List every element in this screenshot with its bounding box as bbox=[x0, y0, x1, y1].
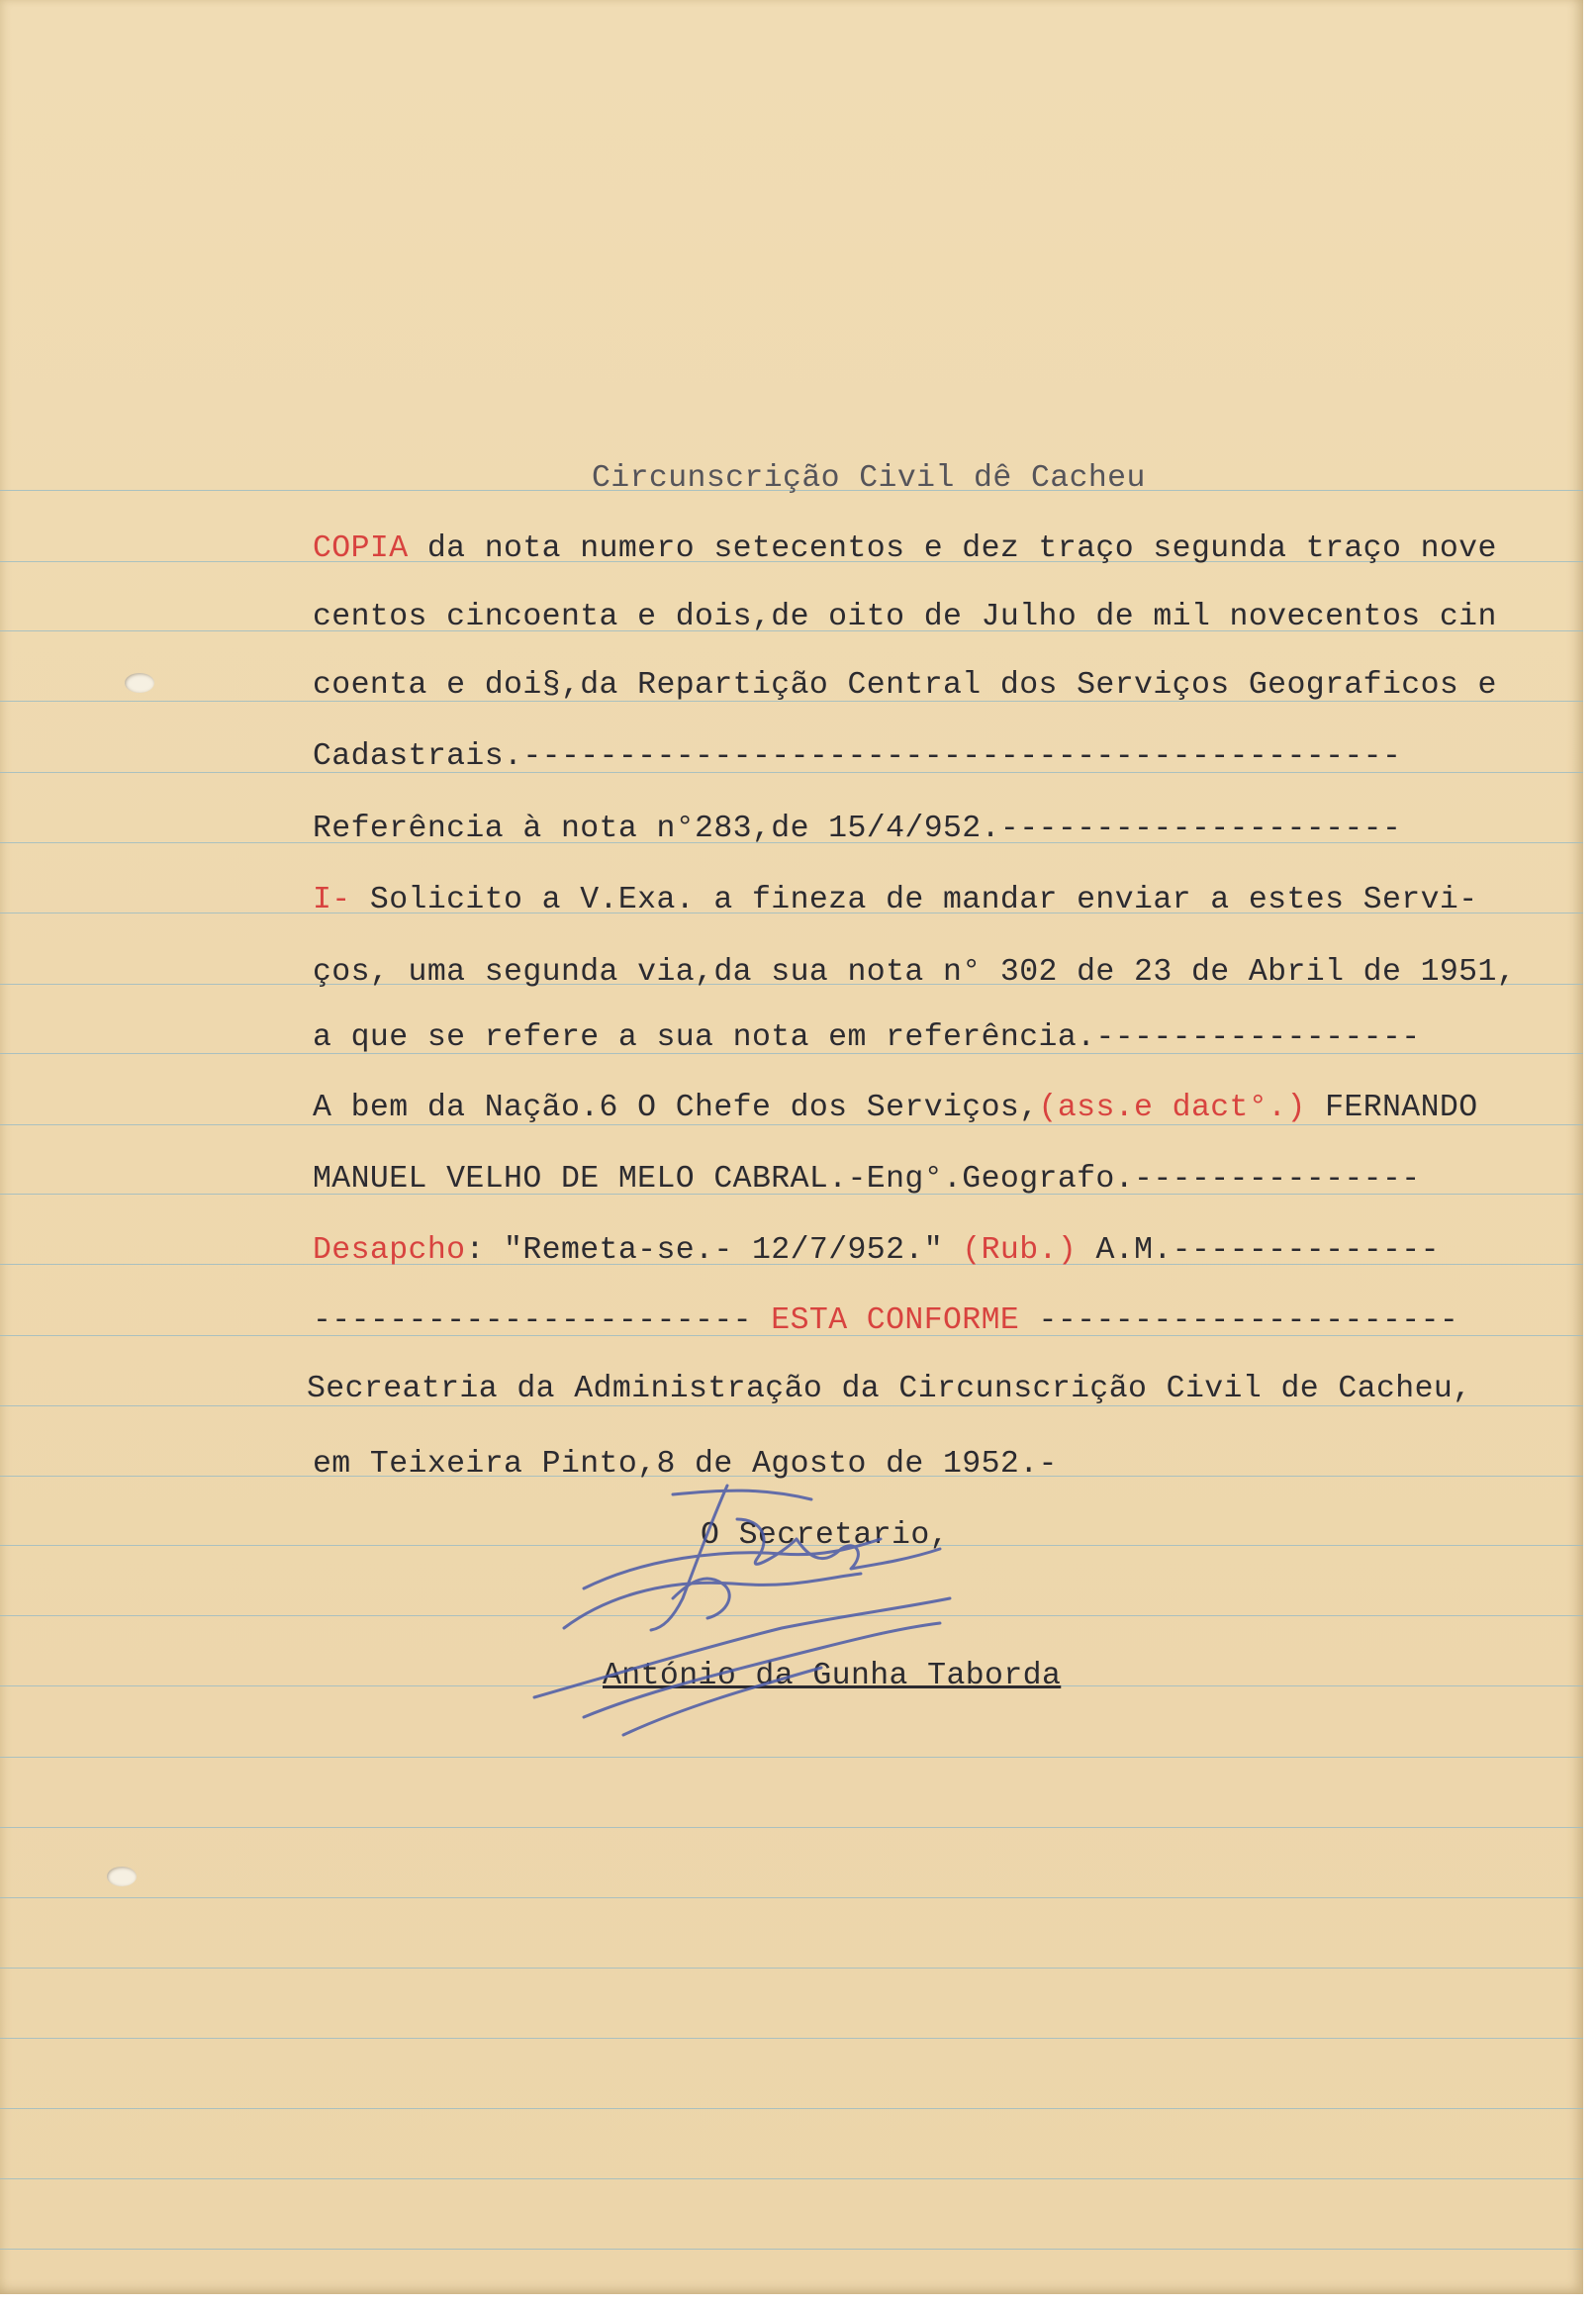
text-line-11 bbox=[313, 1235, 1440, 1267]
text-line-7: ços, uma segunda via,da sua nota n° 302 de 23 de Abril de 1951, bbox=[313, 955, 1517, 990]
signature-note: (ass.e dact°.) bbox=[1038, 1091, 1306, 1125]
text-line-3: coenta e doi§,da Repartição Central dos Serviços Geograficos e bbox=[313, 668, 1497, 703]
conforme-dashes-left: ----------------------- bbox=[313, 1303, 772, 1338]
text-line-9-a: A bem da Nação.6 O Chefe dos Serviços, bbox=[313, 1091, 1039, 1125]
ruled-line bbox=[0, 1897, 1583, 1898]
conforme-label: ESTA CONFORME bbox=[771, 1303, 1020, 1338]
handwritten-signature bbox=[524, 1480, 1079, 1757]
copy-label: COPIA bbox=[313, 531, 409, 566]
punch-hole bbox=[107, 1867, 137, 1886]
rubric-note: (Rub.) bbox=[962, 1233, 1078, 1268]
text-line-11-a: : "Remeta-se.- 12/7/952." bbox=[465, 1233, 963, 1268]
text-line-13: Secreatria da Administração da Circunscrição Civil de Cacheu, bbox=[307, 1372, 1472, 1406]
text-line-1 bbox=[313, 533, 1497, 565]
item-label: I- bbox=[313, 883, 351, 917]
document-header: Circunscrição Civil dê Cacheu bbox=[592, 461, 1146, 496]
text-line-14: em Teixeira Pinto,8 de Agosto de 1952.- bbox=[313, 1447, 1058, 1482]
text-line-11-b: A.M.-------------- bbox=[1077, 1233, 1440, 1268]
text-line-2: centos cincoenta e dois,de oito de Julho de mil novecentos cin bbox=[313, 600, 1497, 634]
text-line-6 bbox=[313, 885, 1478, 916]
ruled-line bbox=[0, 1968, 1583, 1969]
text-line-9-b: FERNANDO bbox=[1305, 1091, 1478, 1125]
despacho-label: Desapcho bbox=[313, 1233, 466, 1268]
conforme-dashes-right: ---------------------- bbox=[1019, 1303, 1459, 1338]
ruled-line bbox=[0, 2249, 1583, 2250]
text-line-4: Cadastrais.---------------------------------------------- bbox=[313, 739, 1402, 774]
ruled-line bbox=[0, 1827, 1583, 1828]
secretary-name: António da Gunha Taborda bbox=[603, 1659, 1062, 1693]
text-line-1-rest: da nota numero setecentos e dez traço segunda traço nove bbox=[408, 531, 1497, 566]
ruled-line bbox=[0, 2178, 1583, 2179]
text-line-12 bbox=[313, 1305, 1458, 1337]
text-line-10: MANUEL VELHO DE MELO CABRAL.-Eng°.Geografo.--------------- bbox=[313, 1162, 1421, 1197]
punch-hole bbox=[125, 673, 154, 693]
ruled-line bbox=[0, 2038, 1583, 2039]
ruled-line bbox=[0, 1757, 1583, 1758]
text-line-8: a que se refere a sua nota em referência.----------------- bbox=[313, 1020, 1421, 1055]
text-line-6-rest: Solicito a V.Exa. a fineza de mandar enviar a estes Servi- bbox=[350, 883, 1478, 917]
text-line-5: Referência à nota n°283,de 15/4/952.--------------------- bbox=[313, 812, 1402, 846]
text-line-9 bbox=[313, 1093, 1478, 1124]
secretary-title: O Secretario, bbox=[701, 1518, 949, 1553]
ruled-line bbox=[0, 2108, 1583, 2109]
